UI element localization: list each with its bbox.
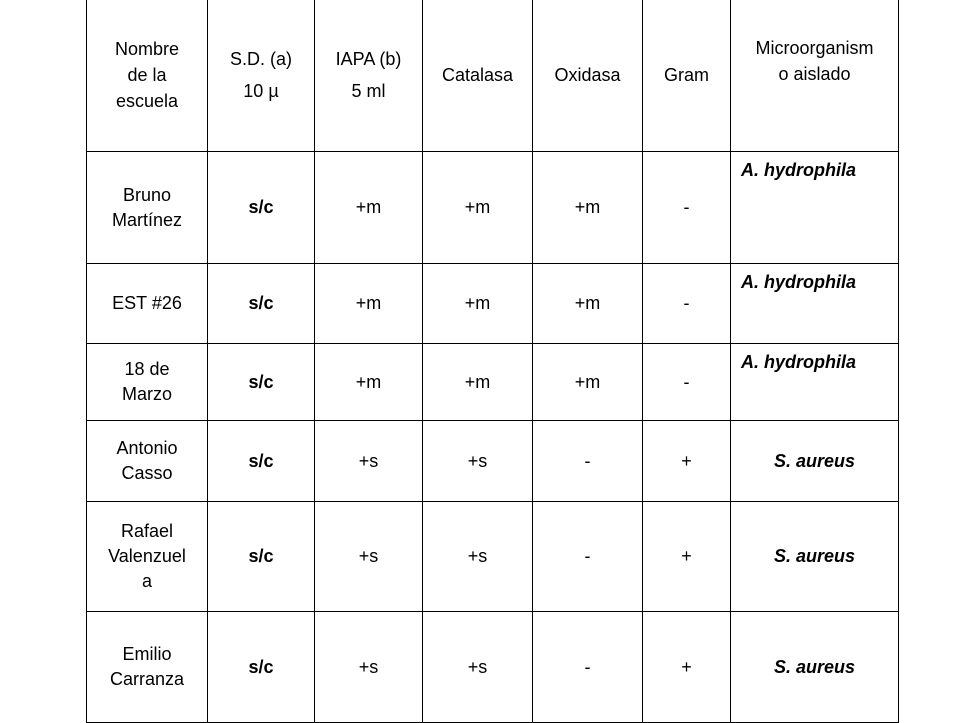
table-row [87,152,899,264]
sd-cell: s/c [208,264,315,344]
header-iapa-line-1: IAPA (b) [335,49,402,69]
school-name-cell [87,344,208,421]
microorganism-cell: A. hydrophila [731,344,899,421]
school-name-line: Martínez [111,209,183,230]
catalasa-cell: +m [423,152,533,264]
sd-cell: s/c [208,502,315,612]
oxidasa-cell: - [533,612,643,723]
iapa-cell: +m [315,344,423,421]
oxidasa-cell: +m [533,152,643,264]
microorganism-cell: S. aureus [731,502,899,612]
header-school-name [87,0,208,152]
school-name-line: Bruno [122,184,172,205]
catalasa-cell: +m [423,344,533,421]
oxidasa-cell: - [533,421,643,502]
catalasa-cell: +s [423,502,533,612]
sd-cell: s/c [208,421,315,502]
results-table [86,0,899,723]
iapa-cell: +m [315,264,423,344]
catalasa-cell: +m [423,264,533,344]
header-school-line-1: Nombre [114,39,180,59]
sd-cell: s/c [208,344,315,421]
iapa-cell: +s [315,612,423,723]
school-name-line: a [141,571,152,591]
school-name-line: 18 de [124,359,170,379]
school-name-cell [87,502,208,612]
oxidasa-cell: - [533,502,643,612]
table-row [87,421,899,502]
gram-cell: + [643,421,731,502]
header-iapa [315,0,423,152]
header-oxidasa: Oxidasa [533,0,643,152]
header-microorganism-line-1: Microorganism [755,38,874,58]
iapa-cell: +s [315,421,423,502]
header-school-line-2: de la [127,65,167,85]
header-iapa-line-2: 5 ml [351,81,386,101]
sd-cell: s/c [208,152,315,264]
school-name-line: Carranza [109,669,185,689]
school-name-line: Marzo [121,384,172,404]
school-name-cell [87,264,208,344]
header-sd-line-1: S.D. (a) [229,49,292,69]
table-row [87,264,899,344]
school-name-line: EST #26 [112,293,182,313]
school-name-cell [87,421,208,502]
school-name-line: Valenzuel [108,546,186,566]
school-name-line: Rafael [120,521,174,541]
school-name-cell [87,612,208,723]
school-name-line: Casso [121,463,173,483]
header-catalasa: Catalasa [423,0,533,152]
table-row [87,502,899,612]
header-row [87,0,899,152]
sd-cell: s/c [208,612,315,723]
microorganism-cell: A. hydrophila [731,264,899,344]
header-sd [208,0,315,152]
iapa-cell: +m [315,152,423,264]
microorganism-cell: S. aureus [731,421,899,502]
table-row [87,612,899,723]
school-name-line: Antonio [116,438,178,458]
header-school-line-3: escuela [115,91,179,111]
oxidasa-cell: +m [533,344,643,421]
microorganism-cell: S. aureus [731,612,899,723]
gram-cell: + [643,502,731,612]
header-microorganism [731,0,899,152]
catalasa-cell: +s [423,421,533,502]
header-sd-line-2: 10 µ [243,81,279,101]
header-gram: Gram [643,0,731,152]
gram-cell: - [643,344,731,421]
school-name-line: Emilio [122,644,172,664]
microorganism-cell: A. hydrophila [731,152,899,264]
oxidasa-cell: +m [533,264,643,344]
iapa-cell: +s [315,502,423,612]
table-row [87,344,899,421]
header-microorganism-line-2: o aislado [778,64,851,84]
catalasa-cell: +s [423,612,533,723]
gram-cell: - [643,152,731,264]
school-name-cell [87,152,208,264]
gram-cell: + [643,612,731,723]
gram-cell: - [643,264,731,344]
